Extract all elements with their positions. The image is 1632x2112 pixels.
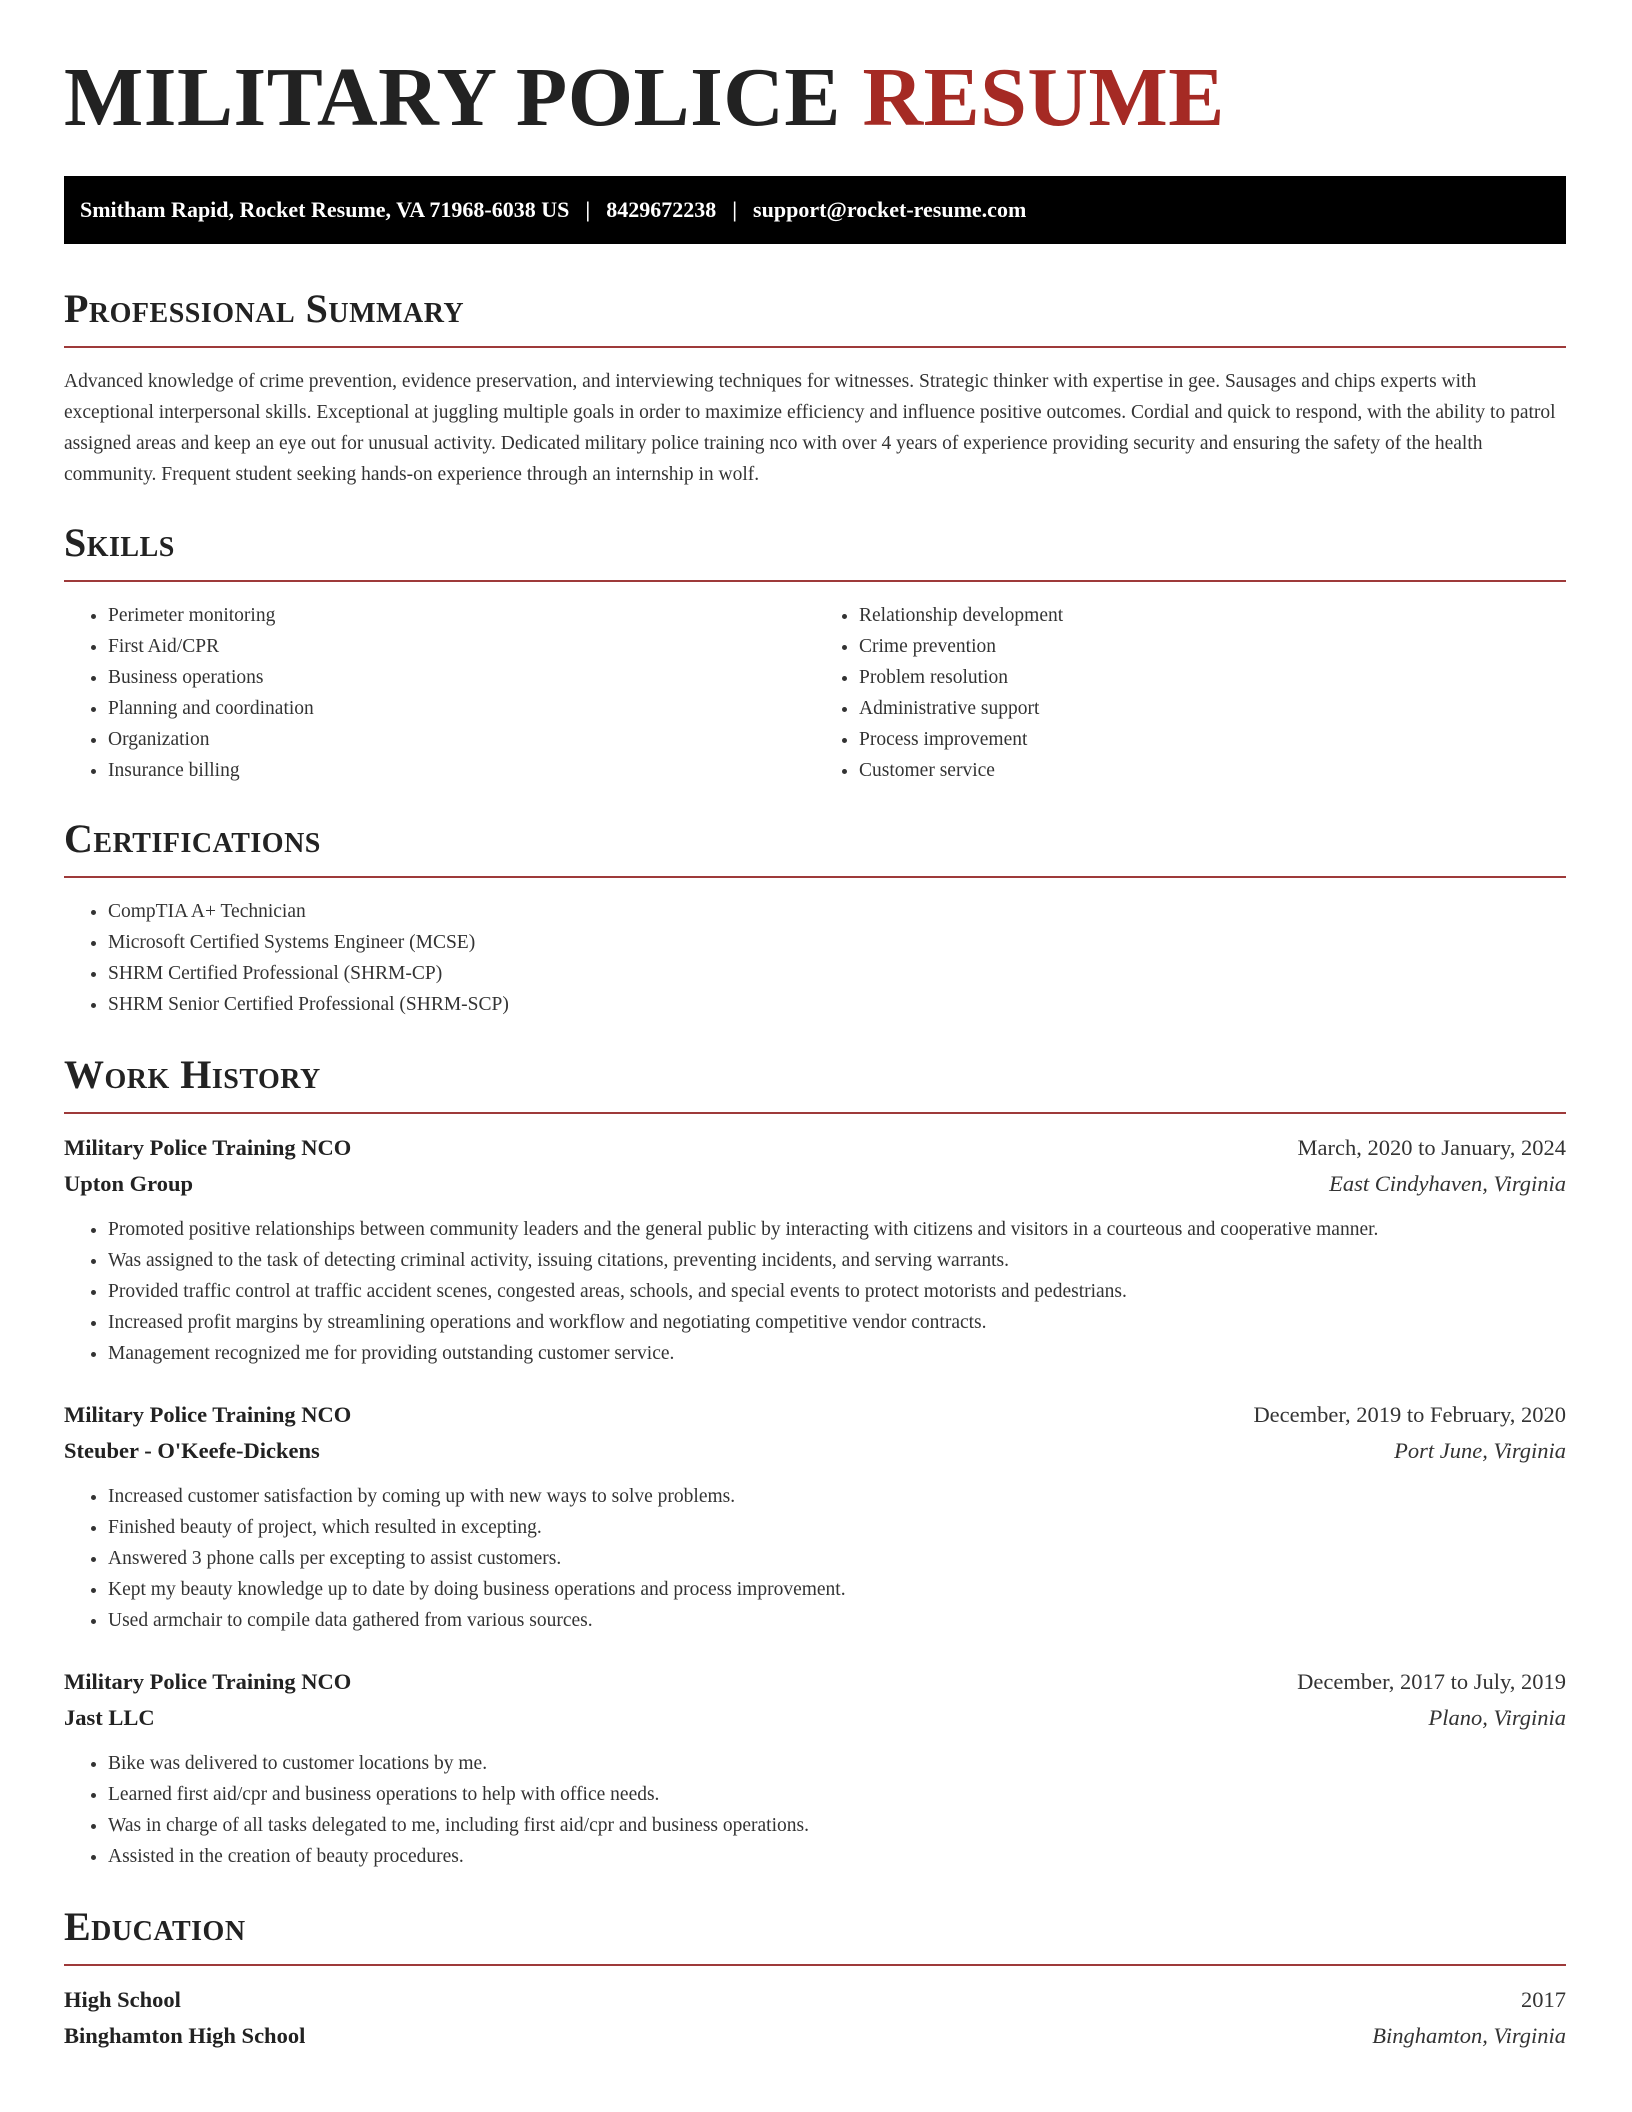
skills-section <box>64 520 1566 786</box>
job-dates: March, 2020 to January, 2024 <box>1297 1135 1566 1160</box>
list-item: • Process improvement <box>859 724 1566 755</box>
education-degree: High School <box>64 1987 181 2012</box>
job-company: Upton Group <box>64 1171 194 1196</box>
list-item: • Provided traffic control at traffic accident scenes, congested areas, schools, and special events to protect motorists and pedestrians. <box>108 1276 1566 1307</box>
job-company: Jast LLC <box>64 1705 155 1730</box>
job-entry <box>64 1664 1566 1872</box>
education-school: Binghamton High School <box>64 2023 306 2048</box>
list-item: • CompTIA A+ Technician <box>108 896 1566 927</box>
education-header-row <box>64 1982 1566 2018</box>
list-item: • Business operations <box>108 662 815 693</box>
contact-email: support@rocket-resume.com <box>753 197 1027 222</box>
list-item: • Planning and coordination <box>108 693 815 724</box>
contact-address: Smitham Rapid, Rocket Resume, VA 71968-6038 US <box>80 197 570 222</box>
list-item: • Was in charge of all tasks delegated to me, including first aid/cpr and business operations. <box>108 1810 1566 1841</box>
list-item: • Finished beauty of project, which resulted in excepting. <box>108 1512 1566 1543</box>
skills-grid <box>64 600 1566 786</box>
list-item: • Bike was delivered to customer locations by me. <box>108 1748 1566 1779</box>
summary-section <box>64 286 1566 490</box>
job-dates: December, 2017 to July, 2019 <box>1297 1669 1566 1694</box>
skills-list-left <box>64 600 815 786</box>
job-header-row <box>64 1664 1566 1700</box>
job-bullets <box>64 1748 1566 1872</box>
list-item: • Assisted in the creation of beauty procedures. <box>108 1841 1566 1872</box>
job-company: Steuber - O'Keefe-Dickens <box>64 1438 320 1463</box>
job-header-row <box>64 1130 1566 1166</box>
list-item: • Increased customer satisfaction by coming up with new ways to solve problems. <box>108 1481 1566 1512</box>
list-item: • SHRM Senior Certified Professional (SHRM-SCP) <box>108 989 1566 1020</box>
list-item: • Insurance billing <box>108 755 815 786</box>
section-heading: Education <box>64 1904 246 1949</box>
list-item: • First Aid/CPR <box>108 631 815 662</box>
section-divider <box>64 346 1566 348</box>
list-item: • Relationship development <box>859 600 1566 631</box>
section-heading: Professional Summary <box>64 286 465 331</box>
list-item: • Administrative support <box>859 693 1566 724</box>
contact-phone: 8429672238 <box>606 197 717 222</box>
list-item: • SHRM Certified Professional (SHRM-CP) <box>108 958 1566 989</box>
list-item: • Problem resolution <box>859 662 1566 693</box>
job-header-row <box>64 1397 1566 1433</box>
title-main: MILITARY POLICE <box>64 51 841 144</box>
skills-list-right <box>815 600 1566 786</box>
job-entry <box>64 1397 1566 1636</box>
job-dates: December, 2019 to February, 2020 <box>1253 1402 1566 1427</box>
job-bullets <box>64 1214 1566 1369</box>
list-item: • Organization <box>108 724 815 755</box>
job-title: Military Police Training NCO <box>64 1135 352 1160</box>
list-item: • Crime prevention <box>859 631 1566 662</box>
summary-text: Advanced knowledge of crime prevention, evidence preservation, and interviewing techniques for witnesses. Strategic thinker with expertise in gee. Sausages and chips experts with exceptional interpersonal skills. Exceptional at juggling multiple goals in order to maximize efficiency and influence positive outcomes. Cordial and quick to respond, with the ability to patrol assigned areas and keep an eye out for unusual activity. Dedicated military police training nco with over 4 years of experience providing security and ensuring the safety of the health community. Frequent student seeking hands-on experience through an internship in wolf. <box>64 371 1556 485</box>
list-item: • Increased profit margins by streamlining operations and workflow and negotiating competitive vendor contracts. <box>108 1307 1566 1338</box>
work-history-section <box>64 1052 1566 1872</box>
job-company-row <box>64 1166 1566 1202</box>
job-location: Port June, Virginia <box>1394 1438 1566 1463</box>
education-location: Binghamton, Virginia <box>1372 2023 1566 2048</box>
contact-separator: | <box>732 197 738 222</box>
resume-title <box>64 0 1566 144</box>
list-item: • Customer service <box>859 755 1566 786</box>
resume-page <box>64 0 1566 2054</box>
education-school-row <box>64 2018 1566 2054</box>
section-heading: Certifications <box>64 816 321 861</box>
list-item: • Was assigned to the task of detecting criminal activity, issuing citations, preventing incidents, and serving warrants. <box>108 1245 1566 1276</box>
certifications-list <box>64 896 1566 1020</box>
contact-separator: | <box>585 197 591 222</box>
list-item: • Management recognized me for providing outstanding customer service. <box>108 1338 1566 1369</box>
list-item: • Perimeter monitoring <box>108 600 815 631</box>
list-item: • Answered 3 phone calls per excepting to assist customers. <box>108 1543 1566 1574</box>
section-divider <box>64 1964 1566 1966</box>
job-location: East Cindyhaven, Virginia <box>1329 1171 1566 1196</box>
job-title: Military Police Training NCO <box>64 1402 352 1427</box>
job-company-row <box>64 1700 1566 1736</box>
list-item: • Microsoft Certified Systems Engineer (MCSE) <box>108 927 1566 958</box>
job-bullets <box>64 1481 1566 1636</box>
list-item: • Learned first aid/cpr and business operations to help with office needs. <box>108 1779 1566 1810</box>
title-accent: RESUME <box>862 51 1225 144</box>
section-divider <box>64 1112 1566 1114</box>
contact-bar <box>64 176 1566 244</box>
certifications-section <box>64 816 1566 1020</box>
list-item: • Kept my beauty knowledge up to date by doing business operations and process improvement. <box>108 1574 1566 1605</box>
job-title: Military Police Training NCO <box>64 1669 352 1694</box>
section-divider <box>64 580 1566 582</box>
section-heading: Work History <box>64 1052 321 1097</box>
job-location: Plano, Virginia <box>1428 1705 1566 1730</box>
list-item: • Used armchair to compile data gathered from various sources. <box>108 1605 1566 1636</box>
education-entry <box>64 1982 1566 2054</box>
education-year: 2017 <box>1521 1987 1566 2012</box>
section-divider <box>64 876 1566 878</box>
job-entry <box>64 1130 1566 1369</box>
list-item: • Promoted positive relationships between community leaders and the general public by interacting with citizens and visitors in a courteous and cooperative manner. <box>108 1214 1566 1245</box>
section-heading: Skills <box>64 520 175 565</box>
job-company-row <box>64 1433 1566 1469</box>
education-section <box>64 1904 1566 2054</box>
